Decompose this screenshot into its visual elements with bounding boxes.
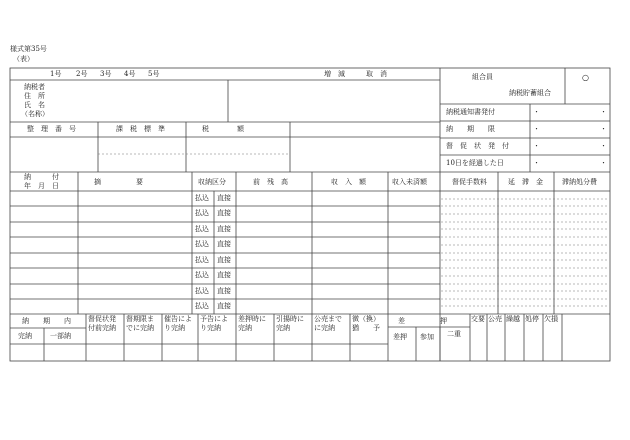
pay-date-header-top: 納 付 bbox=[24, 173, 59, 181]
taxpayer-label: 納税者 bbox=[24, 83, 45, 91]
by-deadline-full-label-2: でに完納 bbox=[126, 324, 154, 332]
exchange-required-label: 交要 bbox=[471, 315, 485, 323]
dot: ・ bbox=[533, 108, 540, 116]
pre-demand-full-label-2: 付前完納 bbox=[88, 324, 116, 332]
revenue-header: 収 入 額 bbox=[331, 178, 366, 186]
kind-3: 3号 bbox=[100, 70, 112, 78]
seizure-label: 差押 bbox=[393, 333, 407, 341]
withdrawal-full-label-2: 完納 bbox=[276, 324, 290, 332]
dot: ・ bbox=[533, 125, 540, 133]
tax-amount-label: 税 額 bbox=[202, 125, 244, 133]
reminder-full-label-1: 催告によ bbox=[164, 315, 192, 323]
transfer-label: 払込 bbox=[195, 194, 209, 202]
direct-label: 直接 bbox=[217, 209, 231, 217]
summary-header: 摘 要 bbox=[94, 178, 143, 186]
grace-label-1: 徴（換） bbox=[352, 315, 380, 323]
tax-standard-label: 課 税 標 準 bbox=[116, 125, 165, 133]
dot: ・ bbox=[600, 142, 607, 150]
by-deadline-full-label-1: 督期限ま bbox=[126, 315, 154, 323]
transfer-label: 払込 bbox=[195, 302, 209, 310]
increase-decrease-label: 増 減 bbox=[324, 70, 345, 78]
form-side: （表） bbox=[13, 55, 34, 63]
kind-4: 4号 bbox=[124, 70, 136, 78]
direct-label: 直接 bbox=[217, 256, 231, 264]
dot: ・ bbox=[600, 159, 607, 167]
address-label: 住 所 bbox=[24, 92, 45, 100]
pre-auction-full-label-2: に完納 bbox=[314, 324, 335, 332]
dot: ・ bbox=[533, 142, 540, 150]
kind-2: 2号 bbox=[76, 70, 88, 78]
direct-label: 直接 bbox=[217, 287, 231, 295]
notice-date-label: 納税通知書発付 bbox=[446, 108, 495, 116]
ref-no-label: 整 理 番 号 bbox=[27, 125, 76, 133]
transfer-label: 払込 bbox=[195, 209, 209, 217]
direct-label: 直接 bbox=[217, 271, 231, 279]
ten-days-label: 10日を経過した日 bbox=[446, 159, 504, 167]
withdrawal-full-label-1: 引揚時に bbox=[276, 315, 304, 323]
dot: ・ bbox=[533, 159, 540, 167]
deficit-label: 欠損 bbox=[544, 315, 558, 323]
due-date-label: 納 期 限 bbox=[446, 125, 495, 133]
cancel-label: 取 消 bbox=[366, 70, 387, 78]
transfer-label: 払込 bbox=[195, 256, 209, 264]
corp-name-label: （名称） bbox=[21, 110, 49, 118]
kind-1: 1号 bbox=[50, 70, 62, 78]
notice-full-label-2: り完納 bbox=[200, 324, 221, 332]
unsettled-header: 収入未済額 bbox=[392, 178, 427, 186]
circle-mark: ○ bbox=[582, 73, 589, 82]
receipt-type-header: 収納区分 bbox=[198, 178, 226, 186]
delinquency-cost-header: 滞納処分費 bbox=[562, 178, 597, 186]
name-label: 氏 名 bbox=[24, 101, 45, 109]
seizure-header: 差 押 bbox=[398, 317, 447, 325]
form-number: 様式第35号 bbox=[10, 45, 47, 53]
transfer-label: 払込 bbox=[195, 271, 209, 279]
pre-auction-full-label-1: 公売まで bbox=[314, 315, 342, 323]
transfer-label: 払込 bbox=[195, 225, 209, 233]
grace-label-2: 猶 予 bbox=[352, 324, 380, 332]
arrears-header: 延 滞 金 bbox=[508, 178, 543, 186]
dot: ・ bbox=[600, 108, 607, 116]
suspension-label: 処停 bbox=[525, 315, 539, 323]
reminder-full-label-2: り完納 bbox=[164, 324, 185, 332]
balance-header: 前 残 高 bbox=[253, 178, 288, 186]
participation-label: 参加 bbox=[420, 333, 434, 341]
kind-5: 5号 bbox=[148, 70, 160, 78]
public-sale-label: 公売 bbox=[488, 315, 502, 323]
pre-demand-full-label-1: 督促状発 bbox=[88, 315, 116, 323]
direct-label: 直接 bbox=[217, 302, 231, 310]
partial-payment-label: 一部納 bbox=[50, 332, 71, 340]
transfer-label: 払込 bbox=[195, 287, 209, 295]
demand-fee-header: 督促手数料 bbox=[452, 178, 487, 186]
dot: ・ bbox=[600, 125, 607, 133]
transfer-label: 払込 bbox=[195, 240, 209, 248]
full-payment-label: 完納 bbox=[18, 332, 32, 340]
notice-full-label-1: 予告によ bbox=[200, 315, 228, 323]
double-seizure-label: 二重 bbox=[447, 330, 461, 338]
demand-date-label: 督 促 状 発 付 bbox=[446, 142, 509, 150]
direct-label: 直接 bbox=[217, 194, 231, 202]
seizure-time-full-label-1: 差押時に bbox=[238, 315, 266, 323]
within-due-label: 納 期 内 bbox=[22, 317, 71, 325]
carry-over-label: 繰越 bbox=[506, 315, 520, 323]
direct-label: 直接 bbox=[217, 225, 231, 233]
seizure-time-full-label-2: 完納 bbox=[238, 324, 252, 332]
union-member-label: 組合員 bbox=[472, 73, 493, 81]
savings-union-label: 納税貯蓄組合 bbox=[509, 89, 551, 97]
direct-label: 直接 bbox=[217, 240, 231, 248]
pay-date-header-bottom: 年 月 日 bbox=[24, 182, 59, 190]
